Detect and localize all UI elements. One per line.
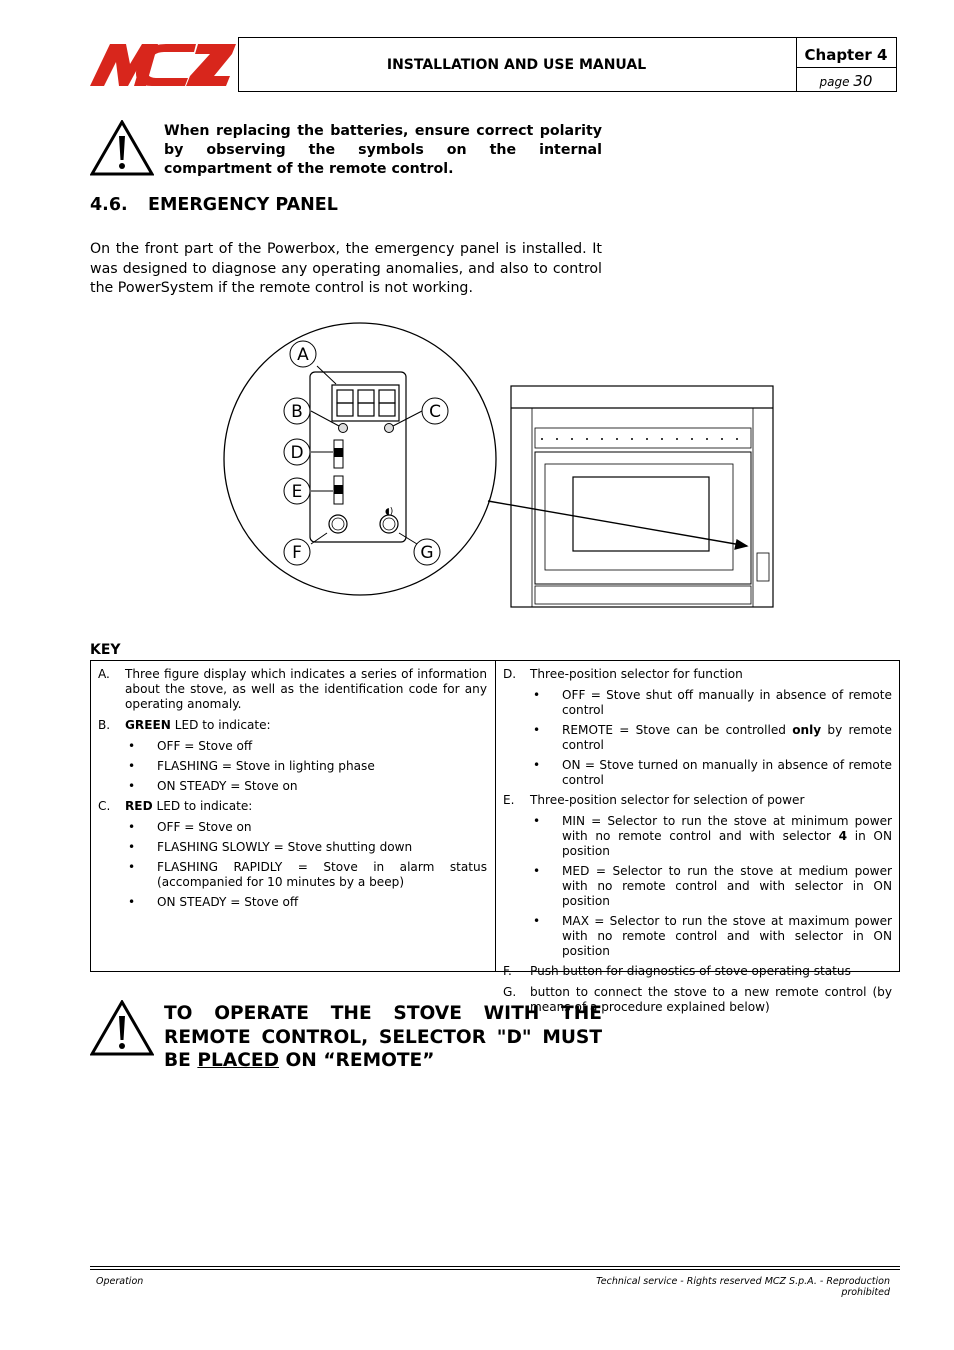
- footer-copyright: Technical service - Rights reserved MCZ S.p.A. - Reproduction prohibited: [596, 1276, 890, 1298]
- key-table-divider: [495, 660, 496, 972]
- key-item-e: E. Three-position selector for selection of power: [503, 793, 805, 807]
- callout-b-label: B: [291, 402, 303, 422]
- key-item-c: C. RED LED to indicate:: [98, 799, 253, 813]
- remote-selector-warning: TO OPERATE THE STOVE WITH THE REMOTE CONTROL, SELECTOR "D" MUST BE PLACED ON “REMOTE”: [164, 1003, 602, 1071]
- key-item-b: B. GREEN LED to indicate:: [98, 718, 271, 732]
- key-item-d-bullet: • ON = Stove turned on manually in absence of remote control: [503, 758, 892, 788]
- key-item-d: D. Three-position selector for function: [503, 667, 743, 681]
- key-item-f: F. Push button for diagnostics of stove operating status: [503, 964, 851, 978]
- key-item-c-bullet: • FLASHING RAPIDLY = Stove in alarm status (accompanied for 10 minutes by a beep): [98, 860, 487, 890]
- callout-c-label: C: [429, 402, 441, 422]
- key-item-c-bullet: • OFF = Stove on: [98, 820, 487, 835]
- footer-rule: [90, 1269, 900, 1270]
- key-item-e-bullet: • MIN = Selector to run the stove at minimum power with no remote control and with selector 4 in ON position: [503, 814, 892, 859]
- footer-rule: [90, 1266, 900, 1267]
- footer-section: Operation: [96, 1276, 144, 1287]
- key-item-a: A. Three figure display which indicates a series of information about the stove, as well as the identification code for any operating anomaly.: [98, 667, 487, 711]
- manual-title: INSTALLATION AND USE MANUAL: [386, 57, 647, 73]
- key-item-b-bullet: • OFF = Stove off: [98, 739, 487, 754]
- page-prefix: page: [819, 75, 850, 89]
- page-number: 30: [853, 72, 873, 90]
- section-paragraph: On the front part of the Powerbox, the emergency panel is installed. It was designed to diagnose any operating anomalies, and also to control the PowerSystem if the remote control is not working.: [90, 241, 602, 296]
- callout-g-label: G: [420, 543, 434, 563]
- key-item-e-bullet: • MAX = Selector to run the stove at maximum power with no remote control and with selector in ON position: [503, 914, 892, 959]
- section-number: 4.6.: [90, 195, 128, 215]
- key-item-d-bullet: • OFF = Stove shut off manually in absence of remote control: [503, 688, 892, 718]
- page-number-label: [796, 72, 896, 90]
- red-led: [385, 424, 394, 433]
- mcz-logo: [90, 44, 236, 86]
- key-item-c-bullet: • ON STEADY = Stove off: [98, 895, 487, 910]
- warning-icon: [90, 1000, 154, 1056]
- callout-a-label: A: [297, 345, 309, 365]
- key-item-e-bullet: • MED = Selector to run the stove at medium power with no remote control and with selector in ON position: [503, 864, 892, 909]
- chapter-label: Chapter 4: [804, 46, 888, 64]
- section-title: EMERGENCY PANEL: [148, 195, 338, 215]
- green-led: [339, 424, 348, 433]
- stove-vent-dots: [541, 438, 738, 440]
- battery-warning-text: When replacing the batteries, ensure correct polarity by observing the symbols on the internal compartment of the remote control.: [164, 123, 602, 177]
- key-item-b-bullet: • FLASHING = Stove in lighting phase: [98, 759, 487, 774]
- warning-icon: [90, 120, 154, 176]
- callout-d-label: D: [290, 443, 304, 463]
- key-item-c-bullet: • FLASHING SLOWLY = Stove shutting down: [98, 840, 487, 855]
- key-heading: KEY: [90, 642, 121, 658]
- callout-e-label: E: [291, 482, 303, 502]
- section-heading: [90, 195, 338, 215]
- key-left-column: [98, 667, 487, 915]
- key-item-b-bullet: • ON STEADY = Stove on: [98, 779, 487, 794]
- svg-text:◖): ◖): [385, 507, 394, 517]
- stove-drawing: [488, 386, 773, 607]
- key-item-g: G. button to connect the stove to a new remote control (by means of a procedure explained below): [503, 985, 892, 1014]
- emergency-panel-figure: [222, 318, 778, 610]
- key-right-column: [503, 667, 892, 1021]
- callout-f-label: F: [292, 543, 302, 563]
- key-item-d-bullet: • REMOTE = Stove can be controlled only by remote control: [503, 723, 892, 753]
